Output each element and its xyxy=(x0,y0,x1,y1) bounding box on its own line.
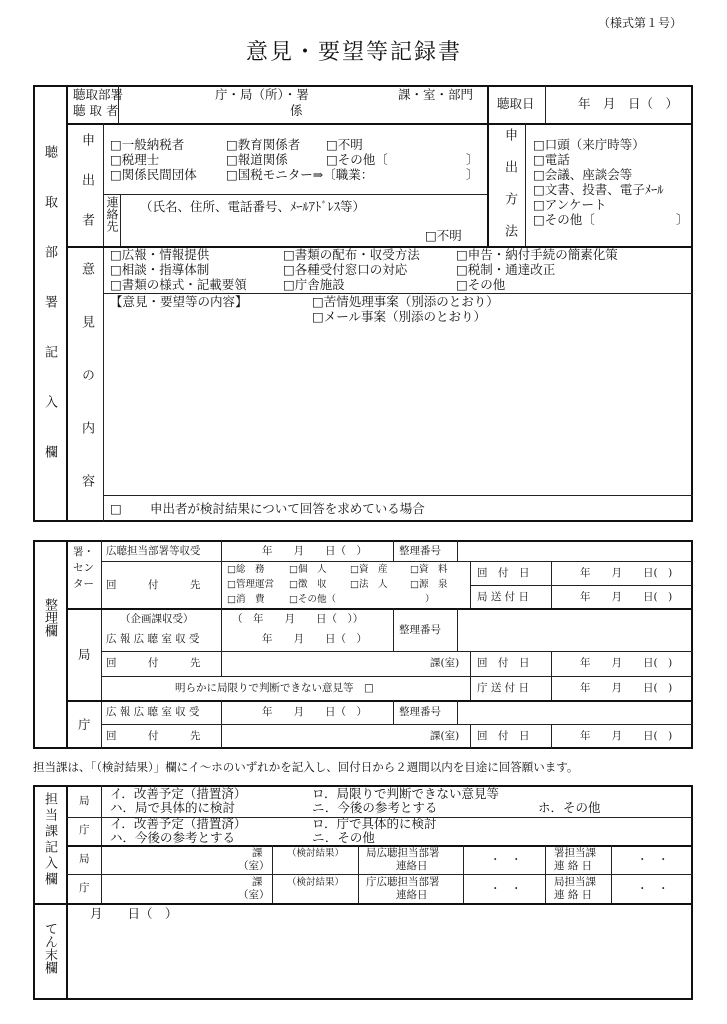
hearing-date-label: 聴取日 xyxy=(497,96,535,111)
contact-unknown-checkbox[interactable]: □不明 xyxy=(425,228,462,243)
bureau-contact-label: 局広聴担当部署 xyxy=(366,847,440,859)
dept-unit[interactable]: 係 xyxy=(290,103,303,118)
applicant-general[interactable]: □一般納税者 xyxy=(110,137,185,152)
content-textarea[interactable] xyxy=(105,326,691,492)
agency-pr-receipt-label: 広 報 広 聴 室 収 受 xyxy=(106,706,200,718)
applicant-other-close: 〕 xyxy=(466,152,479,167)
agency-section-room: 課(室) xyxy=(430,730,460,742)
bureau-label: 局 xyxy=(78,647,91,662)
office-label-2: セン xyxy=(73,562,94,574)
bureau-ref-number-label: 整理番号 xyxy=(399,624,441,636)
agency-results-label: 庁 xyxy=(79,824,90,836)
office-forward-date-label: 回 付 日 xyxy=(477,567,530,579)
applicant-press[interactable]: □報道関係 xyxy=(226,152,288,167)
dept-section[interactable]: 課・室・部門 xyxy=(398,87,474,102)
dept-label-1: 聴取部署 xyxy=(73,87,124,102)
applicant-monitor-close: 〕 xyxy=(466,167,479,182)
bureau-pr-receipt-label: 広 報 広 聴 室 収 受 xyxy=(106,633,200,645)
dept-records[interactable]: □資 料 xyxy=(410,564,448,575)
dept-office[interactable]: 庁・局（所）・署 xyxy=(215,87,309,102)
applicant-education[interactable]: □教育関係者 xyxy=(226,137,301,152)
planning-receipt-date[interactable]: （ 年 月 日（ ）） xyxy=(232,613,364,625)
method-other[interactable]: □その他〔 xyxy=(533,212,595,227)
reply-request-label: 申出者が検討結果について回答を求めている場合 xyxy=(150,501,425,516)
bureau-forward-to-label: 回 付 先 xyxy=(106,657,201,669)
method-phone[interactable]: □電話 xyxy=(533,152,570,167)
outcome-side-label: てん末欄 xyxy=(42,922,57,974)
method-survey[interactable]: □アンケート xyxy=(533,197,607,212)
applicant-tax-accountant[interactable]: □税理士 xyxy=(110,152,160,167)
section1-side-label: 聴取部署記入欄 xyxy=(42,145,57,495)
category-forms[interactable]: □書類の様式・記載要領 xyxy=(110,277,247,292)
applicant-unknown[interactable]: □不明 xyxy=(326,137,363,152)
office-forward-date[interactable]: 年 月 日( ) xyxy=(580,567,673,579)
dept-collection[interactable]: □徴 収 xyxy=(289,579,327,590)
method-label: 申出方法 xyxy=(502,128,517,256)
agency-send-date-label: 庁 送 付 日 xyxy=(477,682,530,694)
outcome-textarea[interactable] xyxy=(70,924,690,997)
section2-side-label: 整理欄 xyxy=(42,598,57,637)
bureau-result-i: イ．改善予定（措置済） xyxy=(110,786,247,801)
office-forward-to-label: 回 付 先 xyxy=(106,579,201,591)
form-number: （様式第１号） xyxy=(598,16,683,30)
category-other[interactable]: □その他 xyxy=(456,277,506,292)
applicant-monitor[interactable]: □国税モニター⇒〔職業： xyxy=(226,167,374,182)
office-receipt-label: 広聴担当部署等収受 xyxy=(106,545,201,557)
bureau-result-ni: ニ．今後の参考とする xyxy=(312,800,438,815)
dept-property[interactable]: □資 産 xyxy=(350,564,388,575)
instruction-note: 担当課は、「（検討結果）」欄にイ～ホのいずれかを記入し、回付日から２週間以内を目途に回答願います。 xyxy=(33,760,579,774)
bureau-row-label: 局 xyxy=(79,853,90,865)
agency-ref-number-label: 整理番号 xyxy=(399,706,441,718)
agency-result-ro: ロ．庁で具体的に検討 xyxy=(312,816,437,831)
agency-section-label: 課 xyxy=(252,876,263,888)
dept-label-2: 聴 取 者 xyxy=(73,103,119,118)
dept-other[interactable]: □その他（ xyxy=(289,594,336,605)
bureau-result-field[interactable]: （検討結果） xyxy=(287,848,345,859)
category-counter[interactable]: □各種受付窓口の対応 xyxy=(283,262,408,277)
agency-pr-receipt-date[interactable]: 年 月 日（ ） xyxy=(262,706,367,718)
bureau-send-date-label: 局 送 付 日 xyxy=(477,591,530,603)
agency-forward-date-label: 回 付 日 xyxy=(477,730,530,742)
bureau-result-ho: ホ．その他 xyxy=(538,800,601,815)
contact-label: 連絡先 xyxy=(105,196,119,232)
bureau-staff-contact-date[interactable]: ・ ・ xyxy=(637,883,669,895)
agency-result-ha: ハ．今後の参考とする xyxy=(110,830,236,845)
method-document[interactable]: □文書、投書、電子ﾒｰﾙ xyxy=(533,182,664,197)
category-pr[interactable]: □広報・情報提供 xyxy=(110,247,210,262)
bureau-section-label: 課 xyxy=(252,847,263,859)
agency-room-label: （室） xyxy=(238,889,270,901)
category-consultation[interactable]: □相談・指導体制 xyxy=(110,262,210,277)
bureau-contact-date[interactable]: ・ ・ xyxy=(490,854,522,866)
complaint-case-checkbox[interactable]: □苦情処理事案（別添のとおり） xyxy=(312,294,499,309)
category-documents[interactable]: □書類の配布・収受方法 xyxy=(283,247,420,262)
office-contact-label: 署担当課 xyxy=(554,847,596,859)
opinion-label: 意見の内容 xyxy=(79,262,94,527)
section3-side-label: 担当課記入欄 xyxy=(42,792,57,888)
office-ref-number-label: 整理番号 xyxy=(399,545,441,557)
page-title: 意見・要望等記録書 xyxy=(246,40,463,65)
undecidable-checkbox[interactable]: 明らかに局限りで判断できない意見等 □ xyxy=(175,682,374,694)
category-tax-law[interactable]: □税制・通達改正 xyxy=(456,262,556,277)
agency-result-ni: ニ．その他 xyxy=(312,830,375,845)
bureau-send-date[interactable]: 年 月 日( ) xyxy=(580,591,673,603)
dept-management[interactable]: □管理運営 xyxy=(227,579,274,590)
bureau-forward-date-label: 回 付 日 xyxy=(477,657,530,669)
bureau-room-label: （室） xyxy=(238,860,270,872)
bureau-pr-receipt-date[interactable]: 年 月 日（ ） xyxy=(262,633,367,645)
bureau-result-ha: ハ．局で具体的に検討 xyxy=(110,800,236,815)
agency-forward-to-label: 回 付 先 xyxy=(106,730,201,742)
office-receipt-date[interactable]: 年 月 日（ ） xyxy=(262,545,367,557)
bureau-result-ro: ロ．局限りで判断できない意見等 xyxy=(312,786,500,801)
bureau-staff-contact-date-label: 連 絡 日 xyxy=(554,889,593,901)
agency-send-date[interactable]: 年 月 日( ) xyxy=(580,682,673,694)
office-label-3: ター xyxy=(73,578,94,590)
content-heading: 【意見・要望等の内容】 xyxy=(110,294,248,309)
dept-withholding[interactable]: □源 泉 xyxy=(410,579,448,590)
dept-corporate[interactable]: □法 人 xyxy=(350,579,388,590)
method-meeting[interactable]: □会議、座談会等 xyxy=(533,167,633,182)
mail-case-checkbox[interactable]: □メール事案（別添のとおり） xyxy=(312,309,487,324)
agency-contact-date-label: 連絡日 xyxy=(396,889,428,901)
category-facilities[interactable]: □庁舎施設 xyxy=(283,277,345,292)
dept-consumption[interactable]: □消 費 xyxy=(227,594,265,605)
planning-receipt-label: （企画課収受） xyxy=(120,613,194,625)
dept-other-close: ） xyxy=(425,594,435,605)
agency-row-label: 庁 xyxy=(79,882,90,894)
agency-forward-date[interactable]: 年 月 日( ) xyxy=(580,730,673,742)
dept-general-affairs[interactable]: □総 務 xyxy=(227,564,265,575)
category-filing[interactable]: □申告・納付手続の簡素化策 xyxy=(456,247,618,262)
bureau-forward-date[interactable]: 年 月 日( ) xyxy=(580,657,673,669)
dept-individual[interactable]: □個 人 xyxy=(289,564,327,575)
hearing-date-field[interactable]: 年 月 日（ ） xyxy=(578,96,679,111)
applicant-private-org[interactable]: □関係民間団体 xyxy=(110,167,197,182)
office-label-1: 署・ xyxy=(73,546,94,558)
agency-contact-label: 庁広聴担当部署 xyxy=(366,876,440,888)
applicant-other[interactable]: □その他〔 xyxy=(326,152,388,167)
agency-result-field[interactable]: （検討結果） xyxy=(287,877,345,888)
agency-result-i: イ．改善予定（措置済） xyxy=(110,816,247,831)
bureau-results-label: 局 xyxy=(79,795,90,807)
agency-label: 庁 xyxy=(78,717,91,732)
office-contact-date[interactable]: ・ ・ xyxy=(637,854,669,866)
method-other-close: 〕 xyxy=(676,212,689,227)
agency-contact-date[interactable]: ・ ・ xyxy=(490,883,522,895)
bureau-staff-contact-label: 局担当課 xyxy=(554,876,596,888)
applicant-label: 申出者 xyxy=(79,133,94,253)
method-in-person[interactable]: □口頭（来庁時等） xyxy=(533,137,645,152)
outcome-date[interactable]: 月 日（ ） xyxy=(90,906,178,921)
office-contact-date-label: 連 絡 日 xyxy=(554,860,593,872)
reply-request-checkbox[interactable]: □ xyxy=(110,501,122,516)
bureau-contact-date-label: 連絡日 xyxy=(396,860,428,872)
contact-hint[interactable]: （氏名、住所、電話番号、ﾒｰﾙｱﾄﾞﾚｽ等） xyxy=(140,199,366,214)
bureau-section-room: 課(室) xyxy=(430,657,460,669)
